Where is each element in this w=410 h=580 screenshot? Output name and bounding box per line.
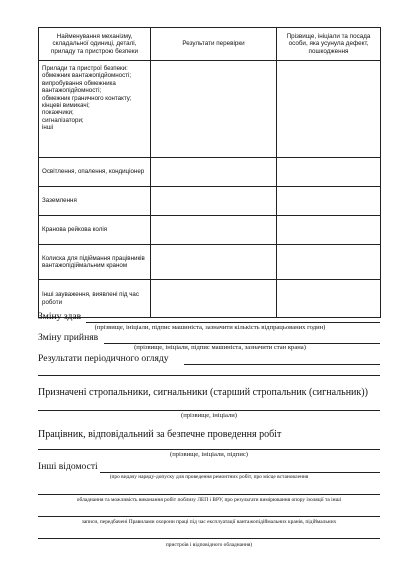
table-row — [39, 187, 381, 216]
periodic-review-input-line[interactable] — [184, 364, 380, 365]
cell-result-input[interactable] — [151, 280, 277, 318]
other-info-note-1: (про видачу наряду-допуску для проведення ремонтних робіт, про місце встановлення — [109, 474, 309, 480]
shift-accepted-caption: (прізвище, ініціали, підпис машиніста, зазначити стан крана) — [134, 344, 306, 351]
cell-result-input[interactable] — [151, 187, 277, 216]
cell-rail-track: Кранова рейкова колія — [39, 216, 151, 245]
other-info-label: Інші відомості — [38, 461, 98, 472]
cell-line: вантажопідйомності; — [42, 87, 102, 95]
other-info-note-4: пристроїв і відповідного обладнання) — [165, 542, 253, 548]
periodic-review-input-line-2[interactable] — [38, 375, 380, 376]
cell-person-input[interactable] — [277, 245, 381, 280]
cell-person-input[interactable] — [277, 158, 381, 187]
responsible-caption: (прізвище, ініціали, підпис) — [170, 451, 248, 458]
other-info-input-line[interactable] — [100, 472, 380, 473]
other-info-input-line-4[interactable] — [38, 538, 380, 539]
cell-line: випробування обмежника — [42, 79, 116, 87]
table-row — [39, 245, 381, 280]
cell-other-remarks: Інші зауваження, виявлені під час роботи — [39, 280, 151, 318]
responsible-label: Працівник, відповідальний за безпечне проведення робіт — [38, 429, 282, 440]
responsible-input-line[interactable] — [38, 449, 380, 450]
other-info-input-line-2[interactable] — [38, 494, 380, 495]
cell-person-input[interactable] — [277, 280, 381, 318]
cell-safety-devices — [39, 61, 151, 158]
cell-result-input[interactable] — [151, 158, 277, 187]
inspection-table — [38, 27, 381, 318]
header-results: Результати перевірки — [151, 28, 277, 61]
slingers-input-line[interactable] — [38, 410, 380, 411]
other-info-input-line-3[interactable] — [38, 516, 380, 517]
cell-result-input[interactable] — [151, 61, 277, 158]
cell-line: покажчики; — [42, 109, 74, 117]
cell-cradle: Колиска для підіймання працівників вантажопідіймальним краном — [39, 245, 151, 280]
shift-accepted-label: Зміну прийняв — [38, 332, 99, 343]
shift-handed-label: Зміну здав — [38, 311, 82, 322]
cell-person-input[interactable] — [277, 61, 381, 158]
cell-line: Прилади та пристрої безпеки: — [42, 65, 128, 72]
cell-person-input[interactable] — [277, 187, 381, 216]
cell-line: обмежник вантажопідйомності; — [42, 72, 132, 80]
cell-result-input[interactable] — [151, 245, 277, 280]
cell-line: сигналізатори; — [42, 116, 84, 124]
inspection-table-wrapper — [38, 27, 380, 318]
cell-lighting: Освітлення, опалення, кондиціонер — [39, 158, 151, 187]
slingers-label: Призначені стропальники, сигнальники (старший стропальник (сигнальник)) — [38, 387, 368, 398]
table-row — [39, 280, 381, 318]
header-responsible-person: Прізвище, ініціали та посада особи, яка усунула дефект, пошкодження — [277, 28, 381, 61]
cell-person-input[interactable] — [277, 216, 381, 245]
shift-handed-input-line[interactable] — [86, 322, 380, 323]
cell-line: кінцеві вимикачі; — [42, 102, 90, 110]
table-row — [39, 61, 381, 158]
other-info-note-2: обладнання та можливість виконання робіт поблизу ЛЕП і ВРУ, про результати вимірювання опору ізоляції та інші — [76, 497, 342, 503]
cell-line: інші — [42, 124, 54, 132]
other-info-note-3: записи, передбачені Правилами охорони праці під час експлуатації вантажопідіймальних кранів, підіймальних — [81, 519, 337, 525]
cell-grounding: Заземлення — [39, 187, 151, 216]
table-row — [39, 158, 381, 187]
periodic-review-label: Результати періодичного огляду — [38, 353, 169, 364]
cell-result-input[interactable] — [151, 216, 277, 245]
cell-line: обмежник граничного контакту; — [42, 94, 132, 102]
shift-handed-caption: (прізвище, ініціали, підпис машиніста, зазначити кількість відпрацьованих годин) — [94, 324, 326, 331]
slingers-caption: (прізвище, ініціали) — [181, 412, 237, 419]
table-header-row — [39, 28, 381, 61]
table-row — [39, 216, 381, 245]
header-mechanism: Найменування механізму, складальної одиниці, деталі, приладу та пристрою безпеки — [39, 28, 151, 61]
